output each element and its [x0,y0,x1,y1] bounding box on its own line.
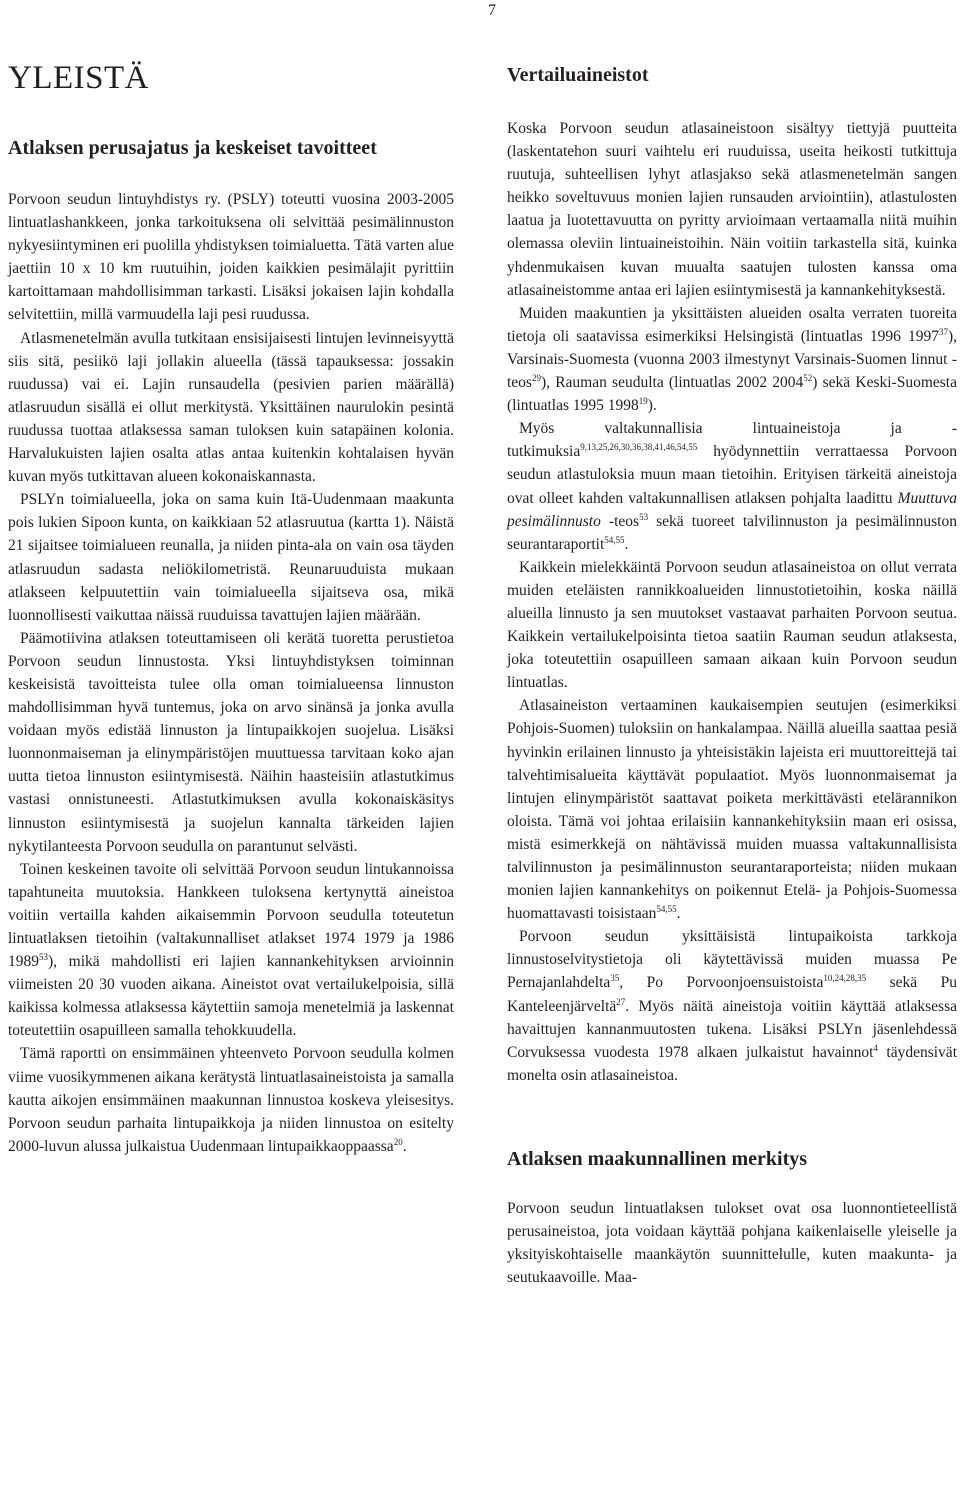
paragraph: Päämotiivina atlaksen toteuttamiseen oli kerätä tuoretta perustietoa Porvoon seudun linnustosta. Yksi lintuyhdistyksen toiminnan keskeisistä tavoitteista tulee olla oman toimialueensa linnuston mahdollisimman hyvä tuntemus, joka on arvo sinänsä ja jonka avulla voidaan myös edistää linnuston ja lintupaikkojen suojelua. Lisäksi luonnonmaiseman ja elinympäristöjen muuttuessa tarvitaan koko ajan uutta tietoa linnuston esiintymisestä. Näihin haasteisiin atlastutkimus vastasi onnistuneesti. Atlastutkimuksen avulla kokonaiskäsitys linnuston esiintymisestä ja suojelun kannalta tärkeiden lajien nykytilanteesta Porvoon seudulla on parantunut selvästi. [8,629,454,855]
right-column-body [507,63,957,1289]
text-run: Toinen keskeinen tavoite oli selvittää Porvoon seudun lintukannoissa tapahtuneita muutoksia. Hankkeen tuloksena kertynyttä aineistoa voitiin vertailla kahden aikaisemmin Porvoon seudulla toteutetun lintuatlaksen tietoihin (valtakunnalliset atlakset 1974 1979 ja 1986 1989 [8,860,454,971]
reference-sup: 9,13,25,26,30,36,38,41,46,54,55 [580,442,698,453]
paragraph [507,302,957,417]
text-run: ). [647,397,657,415]
text-run: Tämä raportti on ensimmäinen yhteenveto Porvoon seudulla kolmen viime vuosikymmenen aikana kerätystä lintuatlasaineistoista ja samalla kautta aikojen ensimmäinen maakunnan linnustoa koskeva yleisesitys. Porvoon seudun parhaita lintupaikkoja ja niiden linnustoa on esitelty 2000-luvun alussa julkaistua Uudenmaan lintupaikkaoppaassa [8,1045,454,1155]
heading-comparison-data: Vertailuaineistot [507,64,649,86]
text-run: . [676,905,681,923]
paragraph: Koska Porvoon seudun atlasaineistoon sisältyy tiettyjä puutteita (laskentatehon suuri vaihtelu eri ruuduissa, useita heikosti tutkittuja ruutuja, suhteellisen lyhyt atlasjakso sekä atlasmenetelmän sangen heikko soveltuvuus monien lajien runsauden arviointiin), atlastulosten laatua ja luotettavuutta on pyritty arvioimaan vertaamalla niitä muihin olemassa oleviin lintuaineistoihin. Näin voitiin tarkastella sitä, kuinka yhdenmukaisen kuvan muualta saatujen tulosten kanssa oma atlasaineistomme antaa eri lajien esiintymisestä ja kannankehityksestä. [507,120,957,299]
paragraph [507,417,957,556]
paragraph [507,925,957,1087]
text-run: Porvoon seudun yksittäisistä lintupaikoista tarkkoja linnustoselvitystietoja oli käytettävissä muiden muassa Pe Pernajanlahdelta [507,928,957,992]
text-run: Atlasaineiston vertaaminen kaukaisempien seutujen (esimerkiksi Pohjois-Suomen) tuloksiin on hankalampaa. Näillä alueilla saattaa pesiä hyvinkin erilainen linnusto ja yhteisistäkin lajeista eri muuttoreittejä tai talvehtimisalueita käyttävät populaatiot. Myös luonnonmaisemat ja lintujen elinympäristöt saattavat poiketa merkittävästi etelärannikon oloista. Tämä voi johtaa erilaisiin kannankehityksiin maan eri osissa, mistä esimerkkejä on nähtävissä muiden muassa valtakunnallisista talvilinnuston ja pesimälinnuston seurantaraporteista; niiden mukaan monien lajien kannankehitys on poikennut Etelä- ja Pohjois-Suomessa huomattavasti toisistaan [507,697,957,923]
text-run: . [624,535,629,553]
text-run: Myös valtakunnallisia lintuaineistoja ja -tutkimuksia [507,420,957,461]
book-title: Muuttuva pesimälinnusto [507,489,957,530]
text-run: Muiden maakuntien ja yksittäisten alueiden osalta verraten tuoreita tietoja oli saatavissa esimerkiksi Helsingistä (lintuatlas 1996 1997 [507,304,957,345]
reference-sup: 35 [610,973,620,984]
section-title: YLEISTÄ [8,60,149,96]
reference-sup: 37 [938,326,948,337]
text-run: -teos [600,512,640,530]
reference-sup: 20 [393,1136,403,1147]
text-run: täydensivät monelta osin atlasaineistoa. [507,1043,957,1084]
text-run: ), Rauman seudulta (lintuatlas 2002 2004 [540,374,804,392]
text-run: . [402,1137,407,1155]
heading-atlas-purpose: Atlaksen perusajatus ja keskeiset tavoitteet [8,137,377,159]
reference-sup: 52 [803,373,813,384]
left-column-body [8,136,454,1158]
text-run: . Myös näitä aineistoja voitiin käyttää atlaksessa havaittujen kannanmuutosten tukena. Lisäksi PSLYn jäsenlehdessä Corvuksessa vuodesta 1978 alkaen julkaistut havainnot [507,997,957,1061]
reference-sup: 4 [873,1042,878,1053]
paragraph: Atlasmenetelmän avulla tutkitaan ensisijaisesti lintujen levinneisyyttä siis sitä, pesiikö laji jollakin alueella (tässä tapauksessa: jossakin ruudussa) vai ei. Lajin runsaudella (pesivien parien määrällä) atlasruudun sisällä ei ollut merkitystä. Yksittäinen naurulokin pesintä ruudussa tuottaa atlaksessa saman tuloksen kuin satapäinen kolonia. Harvalukuisten lajien osalta atlas antaa kuitenkin kohtalaisen hyvän kuvan myös tutkittavan alueen kokonaiskannasta. [8,329,454,486]
paragraph: Kaikkein mielekkäintä Porvoon seudun atlasaineistoa on ollut verrata muiden eteläisten rannikkoalueiden linnustotietoihin, koska näillä alueilla linnusto ja sen muutokset vastaavat parhaiten Porvoon seutua. Kaikkein vertailukelpoisinta tietoa saatiin Rauman seudun atlaksesta, joka toteutettiin osapuilleen samaan aikaan kuin Porvoon seudun lintuatlas. [507,558,957,692]
paragraph: Porvoon seudun lintuatlaksen tulokset ovat osa luonnontieteellistä perusaineistoa, jota voidaan käyttää pohjana kaikenlaiselle yleiselle ja yksityiskohtaiselle maankäytön suunnittelulle, kuten maakunta- ja seutukaavoille. Maa- [507,1199,957,1287]
text-run: ), Varsinais-Suomesta (vuonna 2003 ilmestynyt Varsinais-Suomen linnut -teos [507,327,957,392]
paragraph [8,858,454,1043]
page-number: 7 [488,2,496,19]
text-run: ), mikä mahdollisti eri lajien kannankehityksen arvioinnin viimeisten 20 30 vuoden aikana. Aineistot ovat vertailukelpoisia, sillä kaikissa kolmessa atlaksessa käytettiin samoja menetelmiä ja laskennat toteutettiin osapuilleen samalla tehokkuudella. [8,953,454,1040]
paragraph [507,694,957,925]
text-run: sekä Pu Kanteleenjärveltä [507,974,957,1015]
reference-sup: 53 [39,952,48,963]
reference-sup: 53 [639,511,649,522]
paragraph [8,1042,454,1157]
reference-sup: 27 [616,996,626,1007]
text-run: sekä tuoreet talvilinnuston ja pesimälinnuston seurantaraportit [507,512,957,553]
paragraph: PSLYn toimialueella, joka on sama kuin Itä-Uudenmaan maakunta pois lukien Sipoon kunta, on kaikkiaan 52 atlasruutua (kartta 1). Näistä 21 sijaitsee toimialueen reunalla, ja niiden pinta-ala on vain osa täyden atlasruudun sadasta neliökilometristä. Reunaruuduista mukaan atlakseen kelpuutettiin vain toimialueella sijaitseva osa, mikä luonnollisesti vaikuttaa näissä ruuduissa tavattujen lajien määrään. [8,491,454,624]
reference-sup: 54,55 [604,534,625,545]
text-run: hyödynnettiin verrattaessa Porvoon seudun atlastuloksia muun maan tietoihin. Erityisen tärkeitä aineistoja ovat olleet kahden valtakunnallisen atlaksen pohjalta laadittu [507,443,957,507]
reference-sup: 19 [638,396,648,407]
reference-sup: 54,55 [656,904,677,915]
paragraph: Porvoon seudun lintuyhdistys ry. (PSLY) toteutti vuosina 2003-2005 lintuatlashankkeen, jonka tarkoituksena oli selvittää pesimälinnuston nykyesiintyminen eri puolilla yhdistyksen toimialuetta. Tätä varten alue jaettiin 10 x 10 km ruutuihin, joiden kaikkien pesimälajit pyrittiin kartoittamaan mahdollisimman tarkasti. Lisäksi jokaisen lajin kohdalla selvitettiin, millä varmuudella laji pesi ruudussa. [8,191,454,324]
reference-sup: 29 [531,373,541,384]
text-run: ) sekä Keski-Suomesta (lintuatlas 1995 1998 [507,374,957,415]
text-run: , Po Porvoonjoensuistoista [619,974,824,992]
heading-regional-significance: Atlaksen maakunnallinen merkitys [507,1147,808,1170]
reference-sup: 10,24,28,35 [823,973,867,984]
